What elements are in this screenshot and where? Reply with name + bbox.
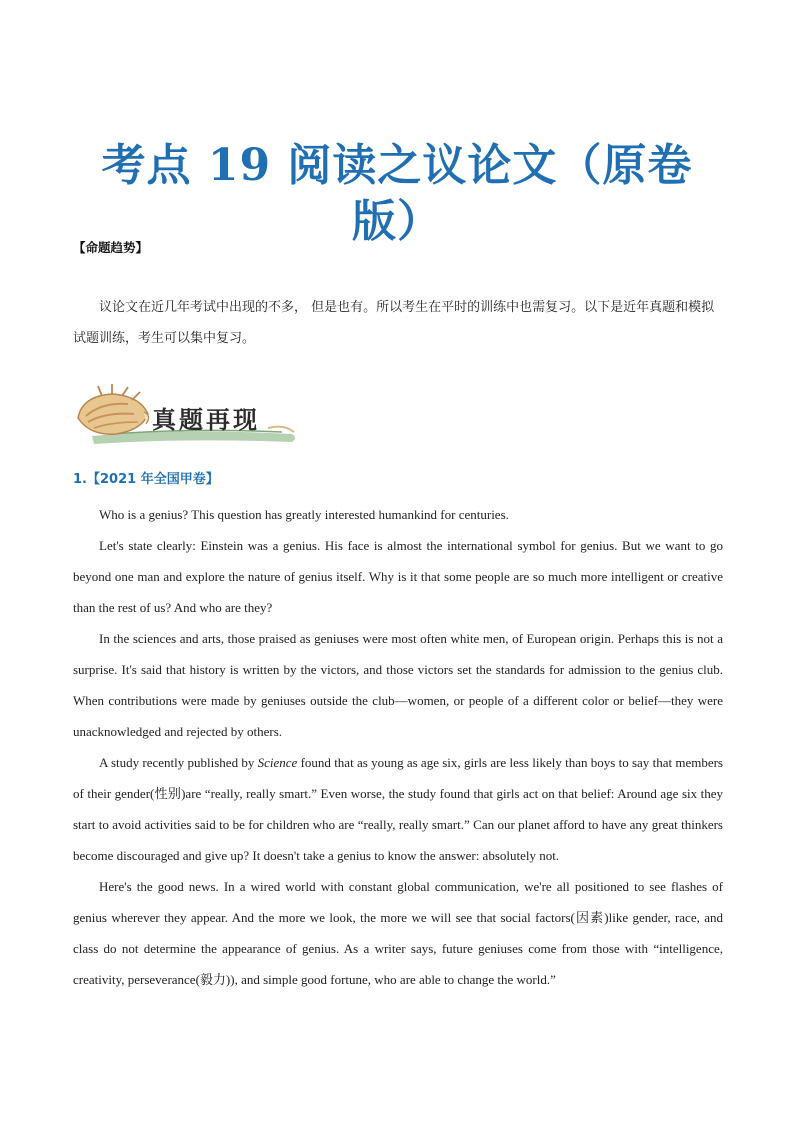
passage-paragraph-3: In the sciences and arts, those praised as geniuses were most often white men, of European origin. Perhaps this is not a surprise. It's said that history is written by the victors, and those victors set the standards for admission to the genius club. When contributions were made by geniuses outside the club—women, or people of a different color or belief—they were unacknowledged and rejected by others. (73, 631, 723, 739)
passage-paragraph-4 (73, 747, 723, 871)
trend-intro-text: 议论文在近几年考试中出现的不多， 但是也有。所以考生在平时的训练中也需复习。以下是近年真题和模拟试题训练，考生可以集中复习。 (73, 300, 715, 346)
trend-label: 【命题趋势】 (73, 240, 149, 255)
title-line-2: 版） (352, 196, 442, 247)
conch-shell-icon (78, 384, 149, 434)
passage-paragraph-5: Here's the good news. In a wired world with constant global communication, we're all positioned to see flashes of genius wherever they appear. And the more we look, the more we will see that social factors(因素)like gender, race, and class do not determine the appearance of genius. As a writer says, future geniuses come from those with “intelligence, creativity, perseverance(毅力)), and simple good fortune, who are able to change the world.” (73, 879, 723, 987)
title-line-1: 考点 19 阅读之议论文（原卷 (101, 140, 693, 191)
passage-paragraph-2: Let's state clearly: Einstein was a genius. His face is almost the international symbol for genius. But we want to go beyond one man and explore the nature of genius itself. Why is it that some people are so much more intelligent or creative than the rest of us? And who are they? (73, 538, 723, 615)
p4-after: found that as young as age six, girls are less likely than boys to say that members of their gender(性别)are “really, really smart.” Even worse, the study found that girls act on that belief: Around age six they start to avoid activities said to be for children who are “really, really smart.” Can our planet afford to have any great thinkers become discouraged and give up? It doesn't take a genius to know the answer: absolutely not. (73, 755, 723, 863)
question-heading: 1.【2021 年全国甲卷】 (73, 472, 219, 487)
reading-passage (73, 499, 723, 995)
passage-paragraph-1: Who is a genius? This question has greatly interested humankind for centuries. (99, 507, 509, 522)
p4-before: A study recently published by (99, 755, 258, 770)
journal-name: Science (257, 755, 298, 770)
page-title (60, 138, 734, 250)
section-banner-text: 真题再现 (152, 405, 260, 434)
